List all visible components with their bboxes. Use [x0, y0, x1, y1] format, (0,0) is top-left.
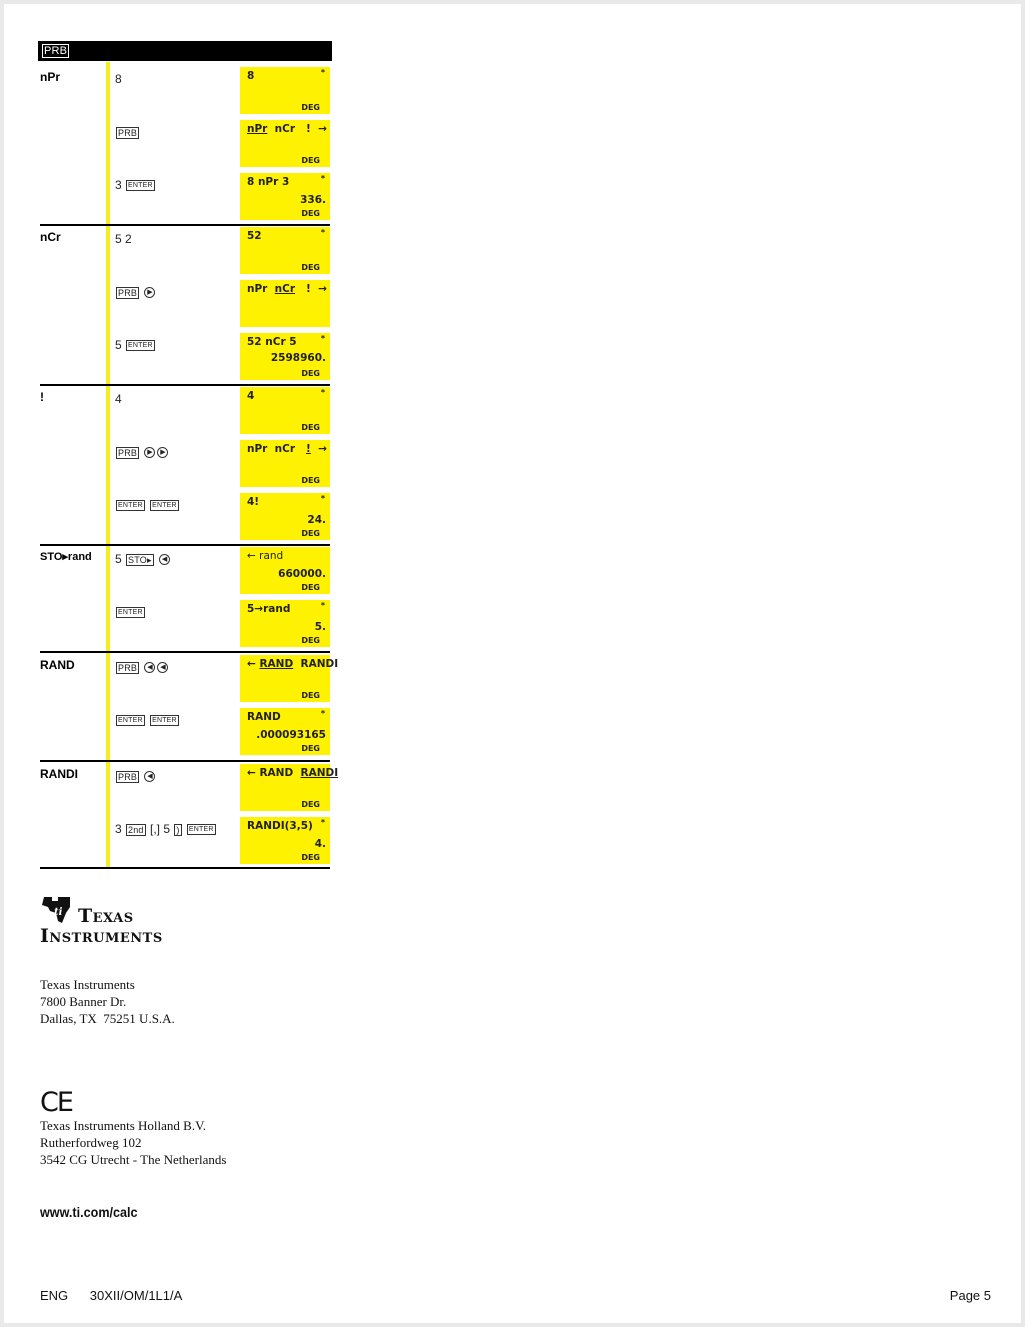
section-sto-rand — [40, 544, 330, 653]
enter-key: ENTER — [128, 182, 153, 190]
screen-menu: nPr nCr ! → — [247, 123, 327, 135]
calculator-screen: 8 nPr 3 * 336. DEG — [240, 173, 330, 220]
screen-line: 52 nCr 5 — [247, 336, 297, 348]
screen-line: ← rand — [247, 550, 284, 562]
screen-line: 8 — [247, 70, 255, 82]
calculator-screen: 52 * DEG — [240, 227, 330, 274]
screen-line: 5→rand — [247, 603, 291, 615]
address-line: Texas Instruments — [40, 977, 135, 992]
address-line: Dallas, TX 75251 U.S.A. — [40, 1011, 175, 1026]
screen-mode: DEG — [301, 800, 320, 809]
left-arrow-icon: ◀ — [144, 771, 155, 782]
prb-key: PRB — [118, 662, 138, 673]
footer-codes — [40, 1288, 200, 1303]
footer-code: 30XII/OM/1L1/A — [89, 1288, 183, 1303]
prb-key: PRB — [118, 287, 138, 298]
screen-result: 336. — [300, 194, 326, 206]
document-page — [4, 4, 1021, 1323]
section-label: STO▸rand — [40, 551, 92, 563]
step-keys: 5 STO▸ ◀ — [115, 552, 171, 566]
screen-menu: ← RAND RANDI — [247, 658, 339, 670]
step-keys — [115, 498, 180, 512]
calculator-screen — [240, 120, 330, 167]
prb-key: PRB — [118, 127, 138, 138]
section-label: ! — [40, 390, 44, 404]
screen-mode: DEG — [301, 369, 320, 378]
prb-key: PRB — [118, 771, 138, 782]
section-rand — [40, 652, 339, 762]
step-keys: 5 ENTER — [115, 338, 153, 352]
screen-mode: DEG — [301, 744, 320, 753]
logo-text: Texas — [78, 905, 134, 927]
screen-line: 4! — [247, 496, 260, 508]
screen-mode: DEG — [301, 529, 320, 538]
address-line: Rutherfordweg 102 — [40, 1135, 142, 1150]
calculator-screen: 5→rand * 5. DEG — [240, 600, 330, 647]
screen-line: RANDI(3,5) — [247, 820, 313, 832]
section-label: nCr — [40, 230, 61, 244]
address-eu — [40, 1117, 226, 1168]
step-keys: 3 ENTER — [115, 178, 153, 192]
ti-logo — [40, 895, 200, 945]
enter-key: ENTER — [118, 717, 143, 725]
right-arrow-icon: ▶ — [144, 447, 155, 458]
section-npr — [40, 64, 330, 226]
website-link[interactable]: www.ti.com/calc — [40, 1204, 138, 1220]
left-arrow-icon: ◀ — [157, 662, 168, 673]
left-arrow-icon: ◀ — [159, 554, 170, 565]
enter-key: ENTER — [152, 717, 177, 725]
step-keys — [115, 125, 140, 139]
screen-menu: nPr nCr ! → — [247, 283, 327, 295]
step-keys — [115, 605, 146, 619]
screen-result: 2598960. — [270, 352, 326, 364]
svg-text:ti: ti — [54, 907, 63, 918]
screen-menu: ← RAND RANDI — [247, 767, 339, 779]
screen-result: 24. — [307, 514, 326, 526]
screen-mode: DEG — [301, 853, 320, 862]
right-arrow-icon: ▶ — [157, 447, 168, 458]
address-line: 7800 Banner Dr. — [40, 994, 127, 1009]
section-ncr — [40, 224, 330, 386]
prb-key: PRB — [118, 447, 138, 458]
step-keys — [115, 285, 156, 299]
step-keys — [115, 445, 169, 459]
step-keys — [115, 660, 169, 674]
prb-key-label: PRB — [44, 45, 68, 57]
enter-key: ENTER — [118, 609, 143, 617]
calculator-screen: RAND * .000093165 DEG — [240, 708, 330, 755]
screen-mode: DEG — [301, 476, 320, 485]
calculator-screen — [240, 764, 339, 811]
calculator-screen: 52 nCr 5 * 2598960. DEG — [240, 333, 330, 380]
screen-result: 4. — [314, 838, 326, 850]
ti-logo-icon — [40, 895, 74, 925]
calculator-screen: 4! * 24. DEG — [240, 493, 330, 540]
screen-mode: DEG — [301, 263, 320, 272]
enter-key: ENTER — [188, 826, 214, 834]
enter-key: ENTER — [128, 342, 153, 350]
enter-key: ENTER — [118, 502, 143, 510]
screen-mode: DEG — [301, 691, 320, 700]
paren-key: ) — [176, 824, 180, 835]
screen-line: RAND — [247, 711, 281, 723]
calculator-screen — [240, 655, 339, 702]
page-number: Page 5 — [949, 1288, 991, 1303]
step-keys — [115, 769, 156, 783]
address-line: Texas Instruments Holland B.V. — [40, 1118, 207, 1133]
calculator-screen — [240, 280, 330, 327]
section-header-bar — [38, 41, 332, 61]
step-keys: 5 2 — [115, 232, 132, 246]
calculator-screen: 8 * DEG — [240, 67, 330, 114]
step-keys: 8 — [115, 72, 122, 86]
logo-text: Instruments — [40, 925, 163, 947]
section-randi — [40, 761, 339, 869]
screen-line: 4 — [247, 390, 255, 402]
enter-key: ENTER — [152, 502, 177, 510]
screen-mode: DEG — [301, 423, 320, 432]
screen-result: 660000. — [278, 568, 326, 580]
screen-mode: DEG — [301, 583, 320, 592]
calculator-screen: 4 * DEG — [240, 387, 330, 434]
address-us — [40, 976, 175, 1027]
sto-key: STO▸ — [128, 554, 152, 565]
screen-menu: nPr nCr ! → — [247, 443, 327, 455]
second-key: 2nd — [128, 824, 144, 835]
step-keys: 4 — [115, 392, 122, 406]
section-label: RAND — [40, 658, 75, 672]
left-arrow-icon: ◀ — [144, 662, 155, 673]
step-keys: 3 2nd [,] 5 ) ENTER — [115, 822, 214, 836]
screen-line: 8 nPr 3 — [247, 176, 290, 188]
step-keys — [115, 713, 180, 727]
screen-mode: DEG — [301, 209, 320, 218]
address-line: 3542 CG Utrecht - The Netherlands — [40, 1152, 227, 1167]
calculator-screen — [240, 547, 330, 594]
calculator-screen: RANDI(3,5) * 4. DEG — [240, 817, 330, 864]
calculator-screen — [240, 440, 330, 487]
section-label: nPr — [40, 70, 61, 84]
screen-result: .000093165 — [256, 729, 326, 741]
screen-mode: DEG — [301, 103, 320, 112]
screen-line: 52 — [247, 230, 262, 242]
screen-mode: DEG — [301, 636, 320, 645]
screen-result: 5. — [314, 621, 326, 633]
right-arrow-icon: ▶ — [144, 287, 155, 298]
ce-mark: CE — [40, 1087, 72, 1118]
section-label: RANDI — [40, 767, 78, 781]
footer-lang: ENG — [40, 1288, 69, 1303]
screen-mode: DEG — [301, 156, 320, 165]
section-factorial — [40, 384, 330, 546]
